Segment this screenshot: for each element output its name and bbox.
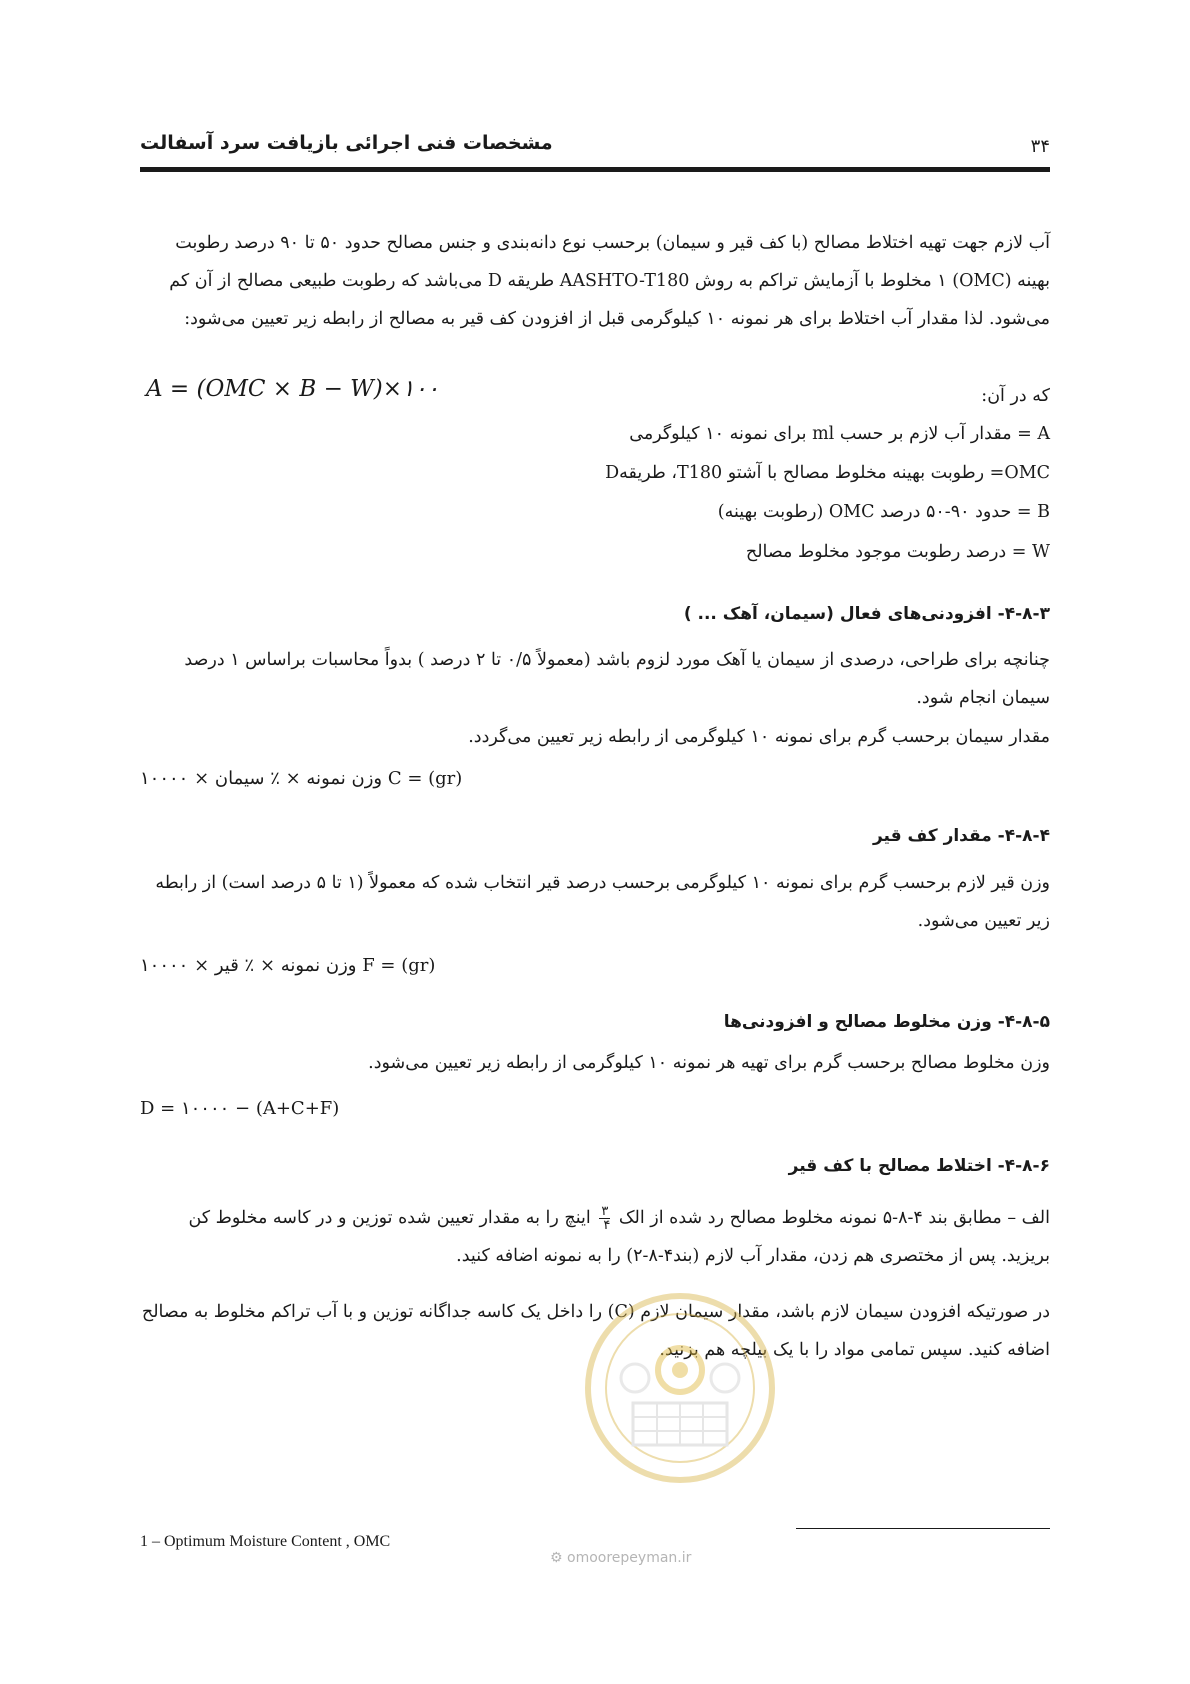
definition-a: A = مقدار آب لازم بر حسب ml برای نمونه ۱۰ کیلوگرمی	[629, 424, 1050, 444]
paragraph-line: آب لازم جهت تهیه اختلاط مصالح (با کف قیر و سیمان) برحسب نوع دانه‌بندی و جنس مصالح حدود ۵۰ تا ۹۰ درصد رطوبت	[175, 233, 1050, 253]
page-number: ۳۴	[1030, 136, 1050, 157]
running-header-title: مشخصات فنی اجرائی بازیافت سرد آسفالت	[140, 132, 553, 154]
paragraph-line: الف – مطابق بند ۴-۸-۵ نمونه مخلوط مصالح رد شده از الک $\frac{۳}{۴}$ اینچ را به مقدار تعیین شده توزین و در کاسه مخلوط کن	[188, 1204, 1050, 1233]
section-heading-mix-weight: ۴-۸-۵- وزن مخلوط مصالح و افزودنی‌ها	[723, 1012, 1050, 1032]
definition-b: B = حدود ۹۰-۵۰ درصد OMC (رطوبت بهینه)	[717, 502, 1050, 522]
paragraph-line: می‌شود. لذا مقدار آب اختلاط برای هر نمونه ۱۰ کیلوگرمی قبل از افزودن کف قیر به مصالح از رابطه زیر تعیین می‌شود:	[184, 309, 1050, 329]
where-label: که در آن:	[981, 386, 1050, 406]
cement-intro: مقدار سیمان برحسب گرم برای نمونه ۱۰ کیلوگرمی از رابطه زیر تعیین می‌گردد.	[468, 727, 1050, 747]
paragraph-line: در صورتیکه افزودن سیمان لازم باشد، مقدار سیمان لازم (C) را داخل یک کاسه جداگانه توزین و با آب تراکم مخلوط به مصالح	[141, 1302, 1050, 1322]
footnote: 1 – Optimum Moisture Content , OMC	[140, 1533, 391, 1550]
definition-omc: OMC= رطوبت بهینه مخلوط مصالح با آشتو T180، طریقهD	[605, 463, 1050, 483]
definition-w: W = درصد رطوبت موجود مخلوط مصالح	[745, 542, 1050, 562]
water-formula: A = (OMC × B − W)×۱۰۰	[146, 376, 440, 402]
mix-weight-formula: D = ۱۰۰۰۰ − (A+C+F)	[140, 1098, 340, 1119]
cement-formula: C = (gr) وزن نمونه × ٪ سیمان × ۱۰۰۰۰	[140, 768, 463, 789]
paragraph-line: بریزید. پس از مختصری هم زدن، مقدار آب لازم (بند۴-۸-۲) را به نمونه اضافه کنید.	[456, 1246, 1050, 1266]
header-rule	[140, 167, 1050, 172]
section-heading-mixing: ۴-۸-۶- اختلاط مصالح با کف قیر	[788, 1156, 1050, 1176]
bitumen-paragraph	[140, 864, 1050, 940]
paragraph-line: زیر تعیین می‌شود.	[917, 911, 1050, 931]
mix-weight-intro: وزن مخلوط مصالح برحسب گرم برای تهیه هر نمونه ۱۰ کیلوگرمی از رابطه زیر تعیین می‌شود.	[368, 1053, 1050, 1073]
bitumen-formula: F = (gr) وزن نمونه × ٪ قیر × ۱۰۰۰۰	[140, 955, 436, 976]
watermark-site: ⚙ omoorepeyman.ir	[550, 1550, 692, 1566]
paragraph-line: وزن قیر لازم برحسب گرم برای نمونه ۱۰ کیلوگرمی برحسب درصد قیر انتخاب شده که معمولاً (۱ تا ۵ درصد است) از رابطه	[155, 873, 1050, 893]
paragraph-line: بهینه (OMC) ۱ مخلوط با آزمایش تراکم به روش AASHTO-T180 طریقه D می‌باشد که رطوبت طبیعی مصالح از آن کم	[169, 271, 1050, 291]
cement-paragraph	[140, 641, 1050, 717]
water-paragraph	[140, 224, 1050, 338]
fraction-three-quarter: $\frac{۳}{۴}$	[601, 1204, 611, 1233]
footnote-rule	[796, 1528, 1050, 1529]
paragraph-line: چنانچه برای طراحی، درصدی از سیمان یا آهک مورد لزوم باشد (معمولاً ۰/۵ تا ۲ درصد ) بدواً محاسبات براساس ۱ درصد	[184, 650, 1050, 670]
section-heading-active-additives: ۴-۸-۳- افزودنی‌های فعال (سیمان، آهک ... )	[683, 604, 1050, 624]
section-heading-foam-bitumen: ۴-۸-۴- مقدار کف قیر	[872, 826, 1050, 846]
paragraph-line: سیمان انجام شود.	[916, 688, 1050, 708]
watermark-seal-icon	[575, 1278, 785, 1493]
mixing-paragraph	[140, 1199, 1050, 1275]
paragraph-line: اضافه کنید. سپس تمامی مواد را با یک بیلچه هم بزنید.	[659, 1340, 1050, 1360]
